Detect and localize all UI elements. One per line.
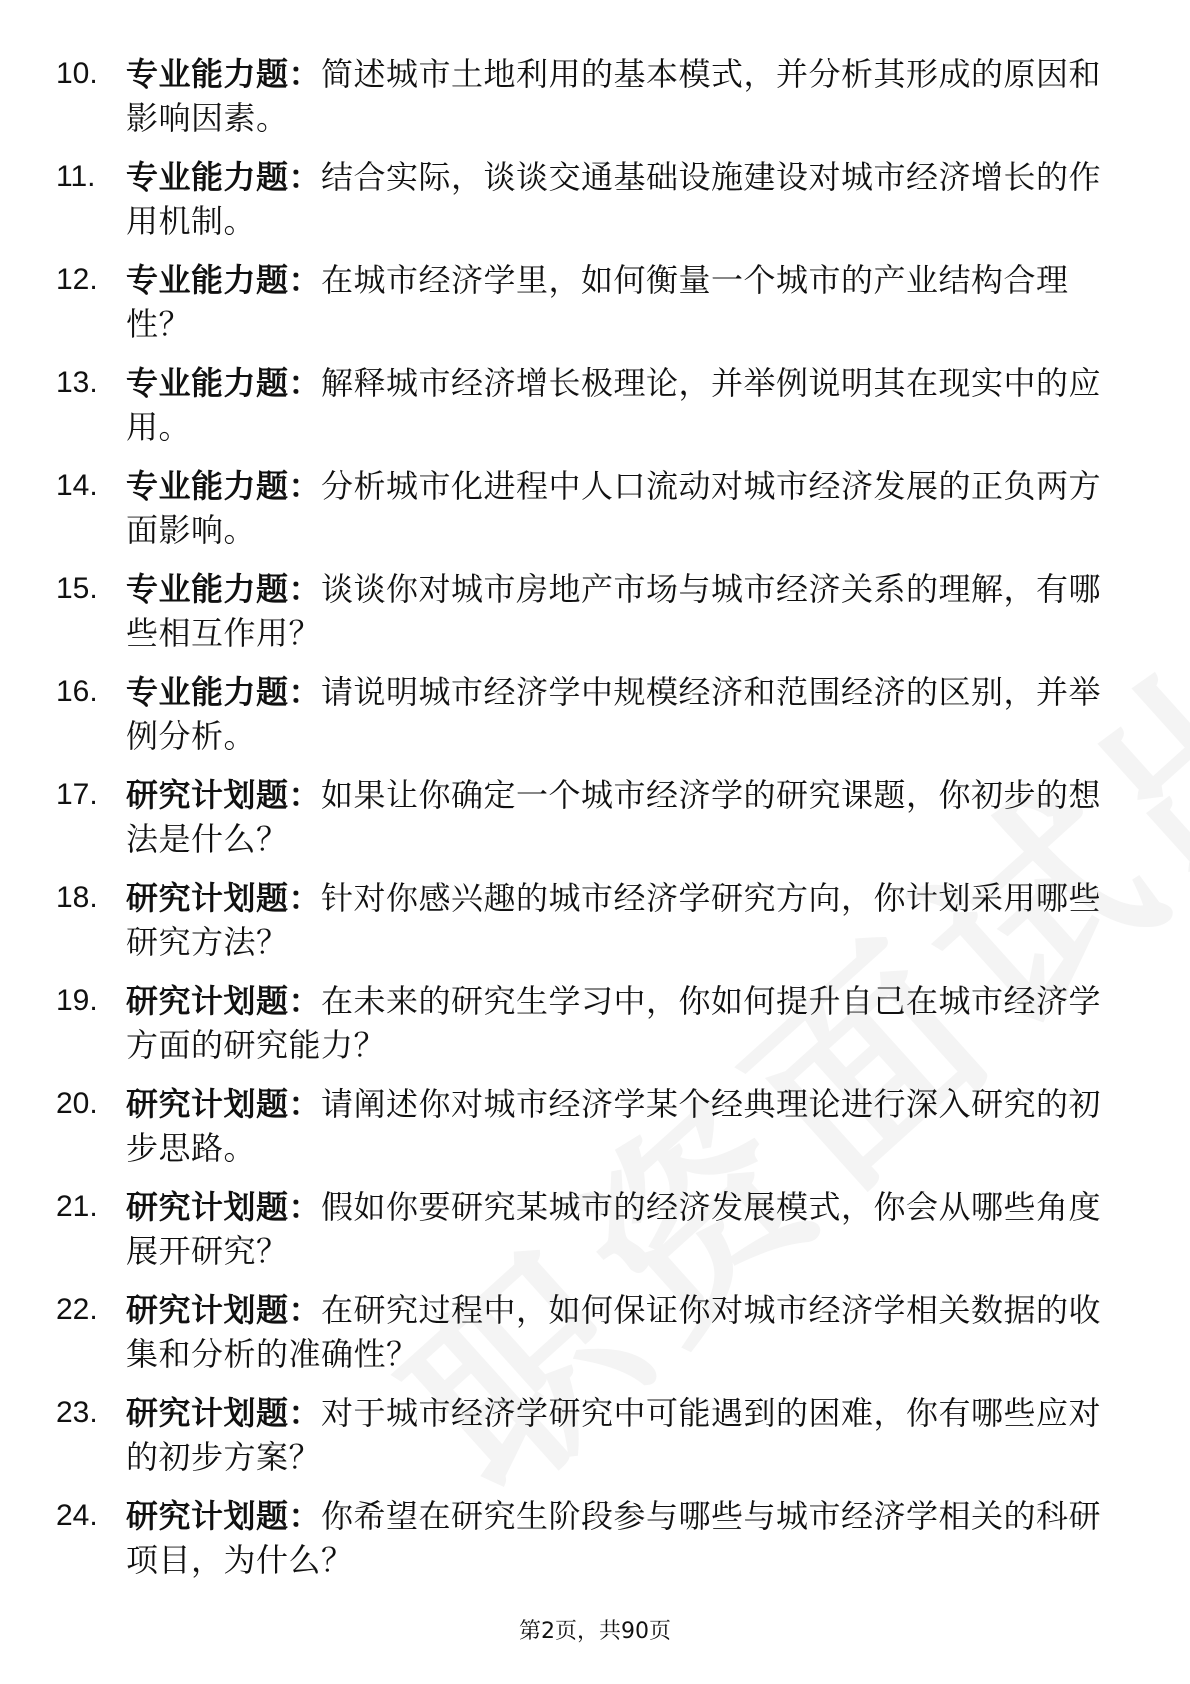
question-label: 专业能力题：	[126, 364, 322, 402]
question-body: 你希望在研究生阶段参与哪些与城市经济学相关的科研项目，为什么？	[126, 1497, 1102, 1579]
question-number: 18.	[56, 881, 98, 914]
question-list	[0, 52, 1190, 1597]
question-item	[0, 979, 1190, 1082]
question-body: 解释城市经济增长极理论，并举例说明其在现实中的应用。	[126, 364, 1102, 446]
question-text	[126, 773, 1126, 861]
question-text	[126, 567, 1126, 655]
question-item	[0, 1288, 1190, 1391]
question-number: 16.	[56, 675, 98, 708]
question-label: 专业能力题：	[126, 55, 322, 93]
question-number: 23.	[56, 1396, 98, 1429]
question-item	[0, 876, 1190, 979]
question-item	[0, 258, 1190, 361]
question-text	[126, 1391, 1126, 1479]
question-label: 研究计划题：	[126, 1291, 322, 1329]
question-text	[126, 52, 1126, 140]
question-label: 专业能力题：	[126, 261, 322, 299]
question-text	[126, 876, 1126, 964]
question-label: 研究计划题：	[126, 1188, 322, 1226]
question-label: 专业能力题：	[126, 673, 322, 711]
question-item	[0, 670, 1190, 773]
question-item	[0, 361, 1190, 464]
question-body: 针对你感兴趣的城市经济学研究方向，你计划采用哪些研究方法？	[126, 879, 1102, 961]
question-number: 22.	[56, 1293, 98, 1326]
question-label: 专业能力题：	[126, 158, 322, 196]
question-body: 结合实际，谈谈交通基础设施建设对城市经济增长的作用机制。	[126, 158, 1102, 240]
question-body: 在未来的研究生学习中，你如何提升自己在城市经济学方面的研究能力？	[126, 982, 1102, 1064]
question-item	[0, 1082, 1190, 1185]
question-number: 13.	[56, 366, 98, 399]
question-item	[0, 1185, 1190, 1288]
question-label: 研究计划题：	[126, 1497, 322, 1535]
question-item	[0, 52, 1190, 155]
question-number: 11.	[56, 160, 96, 193]
question-item	[0, 773, 1190, 876]
question-item	[0, 1391, 1190, 1494]
page-footer: 第2页，共90页	[519, 1619, 671, 1644]
question-label: 专业能力题：	[126, 570, 322, 608]
question-text	[126, 155, 1126, 243]
question-text	[126, 1288, 1126, 1376]
question-body: 谈谈你对城市房地产市场与城市经济关系的理解，有哪些相互作用？	[126, 570, 1102, 652]
question-label: 研究计划题：	[126, 1394, 322, 1432]
question-item	[0, 567, 1190, 670]
question-text	[126, 361, 1126, 449]
question-number: 19.	[56, 984, 98, 1017]
question-text	[126, 670, 1126, 758]
question-number: 12.	[56, 263, 98, 296]
question-body: 简述城市土地利用的基本模式，并分析其形成的原因和影响因素。	[126, 55, 1102, 137]
question-label: 研究计划题：	[126, 1085, 322, 1123]
question-label: 研究计划题：	[126, 879, 322, 917]
question-body: 分析城市化进程中人口流动对城市经济发展的正负两方面影响。	[126, 467, 1102, 549]
question-label: 专业能力题：	[126, 467, 322, 505]
question-label: 研究计划题：	[126, 776, 322, 814]
question-body: 在城市经济学里，如何衡量一个城市的产业结构合理性？	[126, 261, 1069, 343]
question-number: 14.	[56, 469, 98, 502]
question-item	[0, 1494, 1190, 1597]
question-number: 15.	[56, 572, 98, 605]
question-text	[126, 979, 1126, 1067]
question-label: 研究计划题：	[126, 982, 322, 1020]
question-item	[0, 464, 1190, 567]
question-body: 假如你要研究某城市的经济发展模式，你会从哪些角度展开研究？	[126, 1188, 1102, 1270]
question-body: 对于城市经济学研究中可能遇到的困难，你有哪些应对的初步方案？	[126, 1394, 1102, 1476]
question-body: 请说明城市经济学中规模经济和范围经济的区别，并举例分析。	[126, 673, 1102, 755]
question-text	[126, 1185, 1126, 1273]
question-text	[126, 464, 1126, 552]
question-number: 24.	[56, 1499, 98, 1532]
question-body: 请阐述你对城市经济学某个经典理论进行深入研究的初步思路。	[126, 1085, 1102, 1167]
question-text	[126, 1082, 1126, 1170]
question-number: 10.	[56, 57, 98, 90]
question-body: 如果让你确定一个城市经济学的研究课题，你初步的想法是什么？	[126, 776, 1102, 858]
question-text	[126, 1494, 1126, 1582]
question-text	[126, 258, 1126, 346]
question-number: 21.	[56, 1190, 98, 1223]
question-number: 17.	[56, 778, 98, 811]
question-number: 20.	[56, 1087, 98, 1120]
question-body: 在研究过程中，如何保证你对城市经济学相关数据的收集和分析的准确性？	[126, 1291, 1102, 1373]
question-item	[0, 155, 1190, 258]
